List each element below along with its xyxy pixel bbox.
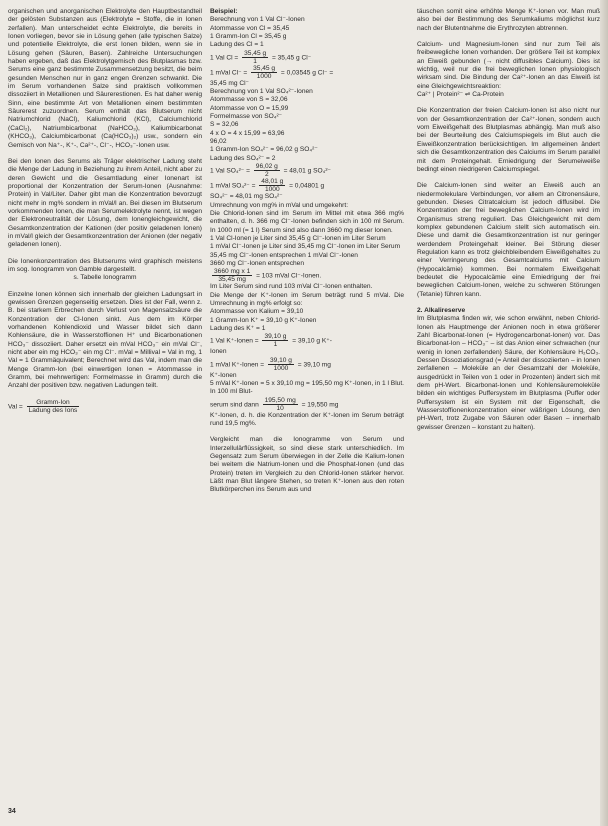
formula-prefix: serum sind dann bbox=[210, 400, 261, 408]
fraction-denominator: 1000 bbox=[256, 72, 272, 80]
formula-line: Formelmasse von SO₄²⁻ bbox=[210, 113, 283, 121]
paragraph: organischen und anorganischen Elektrolyte den Hauptbestandteil der gelösten Substanzen aus (Elektrolyte = Stoffe, die in Ionen zerfallen). Man unterscheidet echte Elektrolyte, die bereits in Ionen vorliegen, bevor sie in Lösung gehen (alle typischen Salze) und potentielle Elektrolyte, die erst Ionen bilden, wenn sie in Lösung gehen (Säuren, Basen). Zahlreiche Untersuchungen haben ergeben, daß das Elektrolytgemisch des Blutplasmas bzw. Serums eine ganz bestimmte Zusammensetzung besitzt, die beim gesunden Menschen nur in ganz engen Grenzen schwankt. Die im Serum vorhandenen Salze sind praktisch vollkommen dissoziiert in Metallionen und Säurerestionen. Es hat daher wenig Sinn, eine bestimmte Art von Metallionen einem bestimmten Säurerest zuzuordnen. Serum enthält das Blutserum nicht Natriumchlorid (NaCl), Kaliumchlorid (KCl), Calciumchlorid (CaCl₂), Natriumbicarbonat (NaHCO₃), Kaliumbicarbonat (KHCO₃), Calciumbicarbonat (Ca(HCO₃)₂) usw., sondern ein Gemisch von Na⁺-, K⁺-, Ca²⁺-, Cl⁻-, HCO₃⁻-Ionen usw. bbox=[8, 8, 202, 149]
formula-prefix: 1 mVal Cl⁻ = bbox=[210, 68, 250, 76]
fraction bbox=[251, 65, 277, 80]
formula-line: 96,02 bbox=[210, 138, 227, 146]
text-column-middle bbox=[210, 8, 404, 495]
paragraph-gap bbox=[8, 391, 202, 399]
formula-suffix: = 39,10 g K⁺- bbox=[290, 337, 332, 345]
formula-line bbox=[8, 399, 202, 414]
formula-line bbox=[210, 357, 404, 372]
fraction bbox=[262, 333, 288, 348]
formula-line: 4 x O = 4 x 15,99 = 63,96 bbox=[210, 129, 285, 137]
page-number: 34 bbox=[8, 808, 16, 815]
fraction bbox=[212, 268, 252, 283]
formula-suffix: = 0,03545 g Cl⁻ = bbox=[279, 68, 334, 76]
fraction-numerator: 35,45 g bbox=[244, 49, 267, 57]
paragraph: Im Blutplasma finden wir, wie schon erwähnt, neben Chlorid-Ionen als Hauptmenge der Anionen noch in etwa größerer Zahl Bicarbonat-Ionen (= Hydrogencarbonat-Ionen) vor. Das Bicarbonat-Ion – HCO₃⁻ – ist das Anion einer schwachen (nur wenig in Ionen zerfallenden) Säure, der Kohlensäure H₂CO₃. Dessen Dissoziationsgrad (= Anteil der dissoziierten – in Ionen zerfallenen – Moleküle an der Gesamtzahl der Moleküle, ausgedrückt in Teilen von 1 oder in Prozenten) ändert sich mit dem pH-Wert. Bicarbonat-Ionen und Kohlensäuremoleküle bilden ein wichtiges Puffersystem im Blutplasma (Puffer oder Puffersystem ist ein System mit der Eigenschaft, die Wasserstoffionenkonzentration einer wäßrigen Lösung, den pH-Wert, trotz Zugabe von Säuren oder Basen – innerhalb gewisser Grenzen – konstant zu halten). bbox=[417, 315, 600, 431]
paragraph: 1 Val Cl-Ionen je Liter sind 35,45 g Cl⁻-Ionen im Liter Serum bbox=[210, 234, 386, 242]
text-column-left bbox=[8, 8, 202, 414]
formula-line: 35,45 mg Cl⁻ bbox=[210, 79, 250, 87]
table-reference: s. Tabelle Ionogramm bbox=[73, 274, 137, 282]
paragraph: Einzelne Ionen können sich innerhalb der gleichen Ladungsart in gewissen Grenzen gegenseitig ersetzen. Dies ist der Fall, wenn z. B. bei starkem Erbrechen durch Verlust von Magensalzsäure die Konzentration der Cl-Ionen sinkt. Aus dem im Körper vorhandenen Kohlendioxid und Wasser bildet sich dann Kohlensäure, die in Wasserstoffionen H⁺ und Bicarbonationen HCO₃⁻ dissoziiert. Daher ersetzt ein mVal HCO₃⁻ ein mVal Cl⁻, nicht aber ein mg HCO₃⁻ ein mg Cl⁻. mVal = Millival = Val in mg, 1 Val = 1 Grammäquivalent; Berechnet wird das Val, indem man die Menge Gramm-Ion (bei einwertigen Ionen = Atommasse in Gramm, bei mehrwertigen: Formelmasse in Gramm) durch die Anzahl der positiven bzw. negativen Ladungen teilt. bbox=[8, 290, 202, 390]
fraction-numerator: 96,02 g bbox=[255, 163, 278, 171]
fraction-denominator: 35,45 mg bbox=[218, 276, 246, 284]
formula-suffix: = 19,550 mg bbox=[299, 400, 339, 408]
formula-line bbox=[210, 50, 404, 65]
page-edge-shadow bbox=[600, 0, 608, 826]
formula-line: Berechnung von 1 Val SO₄²⁻-Ionen bbox=[210, 88, 313, 96]
formula-line bbox=[210, 397, 404, 412]
fraction-denominator: 1 bbox=[273, 341, 278, 349]
fraction bbox=[242, 50, 268, 65]
fraction bbox=[268, 357, 294, 372]
formula-line: SO₄²⁻ = 48,01 mg SO₄²⁻ bbox=[210, 193, 283, 201]
paragraph-gap bbox=[8, 150, 202, 158]
formula-suffix: = 0,04801 g bbox=[287, 182, 325, 190]
formula-line: Ca²⁺ | Protein²⁻ ⇌ Ca-Protein bbox=[417, 91, 504, 99]
formula-line bbox=[210, 65, 404, 80]
formula-line: Ionen bbox=[210, 348, 227, 356]
paragraph: Im Liter Serum sind rund 103 mVal Cl⁻-Ionen enthalten. bbox=[210, 283, 373, 291]
formula-line bbox=[210, 333, 404, 348]
formula-line bbox=[210, 268, 404, 283]
formula-line: Atommasse von Cl = 35,45 bbox=[210, 24, 290, 32]
paragraph: Die Chlorid-Ionen sind im Serum im Mittel mit etwa 366 mg% enthalten, d. h. 366 mg Cl⁻-Ionen befinden sich in 100 ml Serum. In 1000 ml (= 1 l) Serum sind also dann 3660 mg dieser Ionen. bbox=[210, 209, 404, 234]
text-column-right bbox=[417, 8, 600, 432]
paragraph: 35,45 mg Cl⁻-Ionen entsprechen 1 mVal Cl⁻-Ionen bbox=[210, 251, 358, 259]
formula-line bbox=[210, 178, 404, 193]
fraction-denominator: 10 bbox=[276, 404, 284, 412]
paragraph-gap bbox=[417, 99, 600, 107]
fraction-denominator: 1000 bbox=[264, 186, 280, 194]
formula-line: 1 Gramm-Ion Cl = 35,45 g bbox=[210, 33, 287, 41]
formula-line: Ladung des Cl = 1 bbox=[210, 41, 264, 49]
paragraph: Die Calcium-Ionen sind weiter an Eiweiß auch an niedermolekulare Verbindungen, vor allem an Citronensäure, gebunden. Dieses Citratcalcium ist jedoch diffusibel. Die Konzentration der frei beweglichen Calcium-Ionen wird im Organismus streng reguliert. Das Gleichgewicht mit dem komplex gebundenen Calcium stellt sich automatisch ein. Diese und damit die Gesamtkonzentration ist nur geringer werdendem Proteingehalt kleiner. Bei Störung dieser Regulation kann es trotz gleichbleibendem Eiweißgehaltes zu einer Verringerung des Gesamtcalciums mit Calcium (Hypocalcämie) kommen. Bei normalem Eiweißgehalt bedeutet die Hypocalcämie eine Erniedrigung der frei beweglichen Calcium-Ionen, welche zu schweren Störungen (Tetanie) führen kann. bbox=[417, 182, 600, 298]
fraction-numerator: 39,10 g bbox=[269, 356, 292, 364]
formula-prefix: 1 Val Cl = bbox=[210, 53, 241, 61]
fraction-denominator: 1000 bbox=[273, 364, 289, 372]
formula-line: Atommasse von Kalium = 39,10 bbox=[210, 308, 304, 316]
fraction-numerator: Gramm-Ion bbox=[27, 399, 80, 407]
fraction-denominator: 1 bbox=[253, 57, 257, 65]
fraction bbox=[259, 178, 285, 193]
fraction bbox=[254, 163, 280, 178]
fraction-numerator: 39,10 g bbox=[264, 333, 287, 341]
fraction-numerator: 195,50 mg bbox=[264, 396, 296, 404]
paragraph: Bei den Ionen des Serums als Träger elektrischer Ladung steht die Menge der Ladung in Beziehung zu ihrem Anteil, nicht aber zu deren Gewicht und die Gesamtladung einer Ionenart ist proportional der Konzentration der Serum-Ionen (Ausnahme: Protein) in Val/Liter. Daher gibt man die Konzentration bevorzugt nicht mehr in mg% sondern in mVal/l an. Bei diesen im Blutserum vorkommenden Ionen, die man Serumelektrolyte nennt, ist wegen der Elektroneutralität der Lösung, dem Ionengleichgewicht, die Gesamtkonzentration der Kationen (der positiv geladenen Ionen) in mVal/l gleich der Gesamtkonzentration der Anionen (der negativ geladenen Ionen). bbox=[8, 157, 202, 249]
fraction-numerator: 48,01 g bbox=[261, 178, 284, 186]
paragraph-gap bbox=[417, 174, 600, 182]
paragraph: 3660 mg Cl⁻-Ionen entsprechen bbox=[210, 259, 305, 267]
formula-suffix: = 103 mVal Cl⁻-Ionen. bbox=[254, 272, 322, 280]
paragraph: Die Konzentration der freien Calcium-Ionen ist also nicht nur von der Gesamtkonzentration der Ca²⁺-Ionen, sondern auch vom Eiweißgehalt des Blutplasmas abhängig. Man muß also bei der Beurteilung des Calciumspiegels im Blut auch die Eiweißkonzentration berücksichtigen. Im allgemeinen ändert sich die Gesamtkonzentration des Calciums im Serum parallel mit dem Proteingehalt. Erniedrigung der Serumeiweiße bedingt einen niedrigeren Calciumspiegel. bbox=[417, 107, 600, 173]
formula-prefix: Val = bbox=[8, 403, 25, 411]
formula-line bbox=[210, 163, 404, 178]
fraction-denominator: 2 bbox=[264, 171, 269, 179]
paragraph-gap bbox=[417, 299, 600, 307]
fraction bbox=[263, 397, 298, 412]
formula-line: K⁺-Ionen bbox=[210, 371, 237, 379]
formula-suffix: = 35,45 g Cl⁻ bbox=[270, 53, 312, 61]
section-heading: Beispiel: bbox=[210, 8, 238, 15]
paragraph: Die Menge der K⁺-Ionen im Serum beträgt rund 5 mVal. Die Umrechnung in mg% erfolgt so: bbox=[210, 291, 404, 307]
fraction bbox=[27, 399, 80, 414]
paragraph: Vergleicht man die Ionogramme von Serum und Interzellulärflüssigkeit, so sind diese stark unterschiedlich. Im Gegensatz zum Serum überwiegen in der Zelle die Kalium-Ionen bei weitem die Natrium-Ionen und die Phosphat-Ionen (und das Protein) treten im Vergleich zu den Chlorid-Ionen stärker hervor. Läßt man Blut längere Stehen, so treten K⁺-Ionen aus den roten Blutkörperchen ins Serum aus und bbox=[210, 436, 404, 494]
formula-prefix: 1 Val K⁺-Ionen = bbox=[210, 337, 261, 345]
paragraph-gap bbox=[8, 283, 202, 291]
fraction-numerator: 35,45 g bbox=[253, 64, 276, 72]
formula-prefix: 1 mVal K⁺-Ionen = bbox=[210, 360, 266, 368]
paragraph: K⁺-Ionen, d. h. die Konzentration der K⁺-Ionen im Serum beträgt rund 19,5 mg%. bbox=[210, 411, 404, 428]
formula-prefix: 1 Val SO₄²⁻ = bbox=[210, 167, 252, 175]
formula-line: Atommasse von S = 32,06 bbox=[210, 96, 288, 104]
formula-prefix: 1 mVal SO₄²⁻ = bbox=[210, 182, 258, 190]
paragraph: Die Ionenkonzentration des Blutserums wird graphisch meistens im sog. Ionogramm von Gamble dargestellt. bbox=[8, 257, 202, 273]
paragraph-gap bbox=[417, 33, 600, 41]
paragraph: 5 mVal K⁺-Ionen = 5 x 39,10 mg = 195,50 mg K⁺-Ionen, in 1 l Blut. In 100 ml Blut- bbox=[210, 380, 404, 396]
paragraph: Calcium- und Magnesium-Ionen sind nur zum Teil als freibewegliche Ionen vorhanden. Der größere Teil ist komplex an Eiweiß gebunden (→ nicht diffusibles Calcium). Dies ist wichtig, weil nur die frei beweglichen Ionen physiologisch wirksam sind. Die Bindung der Ca²⁺-Ionen an das Eiweiß ist eine Gleichgewichtsreaktion: bbox=[417, 41, 600, 90]
formula-line: S = 32,06 bbox=[210, 121, 239, 129]
formula-line: Ladung des K⁺ = 1 bbox=[210, 324, 266, 332]
paragraph: Umrechnung von mg% in mVal und umgekehrt: bbox=[210, 201, 349, 209]
section-heading: 2. Alkalireserve bbox=[417, 307, 466, 314]
formula-line: Atommasse von O = 15,99 bbox=[210, 104, 289, 112]
formula-suffix: = 39,10 mg bbox=[295, 360, 331, 368]
formula-line: Ladung des SO₄²⁻ = 2 bbox=[210, 154, 276, 162]
formula-line: 1 Gramm-Ion SO₄²⁻ = 96,02 g SO₄²⁻ bbox=[210, 146, 318, 154]
paragraph-gap bbox=[210, 428, 404, 436]
paragraph: 1 mVal Cl⁻-Ionen je Liter sind 35,45 mg Cl⁻-Ionen im Liter Serum bbox=[210, 243, 401, 251]
paragraph: täuschen somit eine erhöhte Menge K⁺-Ionen vor. Man muß also bei der Bestimmung des Serumkaliums möglichst kurz nach der Blutentnahme die Erythrozyten abtrennen. bbox=[417, 8, 600, 32]
formula-line: Berechnung von 1 Val Cl⁻-Ionen bbox=[210, 16, 305, 24]
fraction-numerator: 3660 mg x 1 bbox=[214, 268, 251, 276]
fraction-denominator: Ladung des Ions bbox=[28, 406, 78, 414]
formula-suffix: = 48,01 g SO₄²⁻ bbox=[281, 167, 332, 175]
formula-line: 1 Gramm-Ion K⁺ = 39,10 g K⁺-Ionen bbox=[210, 316, 317, 324]
paragraph-gap bbox=[8, 250, 202, 258]
